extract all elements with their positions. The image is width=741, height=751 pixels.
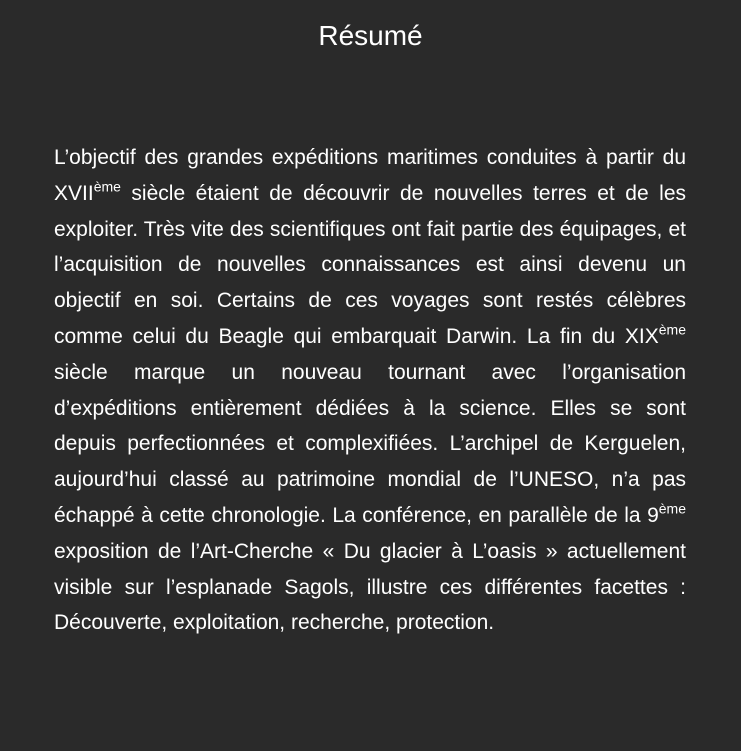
paragraph-segment-3: siècle marque un nouveau tournant avec l’organisation d’expéditions entièrement dédiées à la science. Elles se sont depuis perfectionnées et complexifiées. L’archipel de Kerguelen, aujourd’hui classé au patrimoine mondial de l’UNESO, n’a pas échappé à cette chronologie. La conférence, en parallèle de la 9 (54, 360, 686, 527)
paragraph-segment-1: L’objectif des grandes expéditions maritimes conduites à partir du XVII (54, 146, 686, 205)
summary-paragraph (54, 140, 686, 641)
superscript-1: ème (93, 178, 121, 195)
paragraph-segment-4: exposition de l’Art-Cherche « Du glacier à L’oasis » actuellement visible sur l’esplanade Sagols, illustre ces différentes facettes : Découverte, exploitation, recherche, protection. (54, 539, 686, 635)
superscript-2: ème (658, 321, 686, 338)
paragraph-segment-2: siècle étaient de découvrir de nouvelles terres et de les exploiter. Très vite des scientifiques ont fait partie des équipages, et l’acquisition de nouvelles connaissances est ainsi devenu un objectif en soi. Certains de ces voyages sont restés célèbres comme celui du Beagle qui embarquait Darwin. La fin du XIX (54, 181, 686, 348)
page-title: Résumé (318, 20, 423, 51)
superscript-3: ème (658, 500, 686, 517)
